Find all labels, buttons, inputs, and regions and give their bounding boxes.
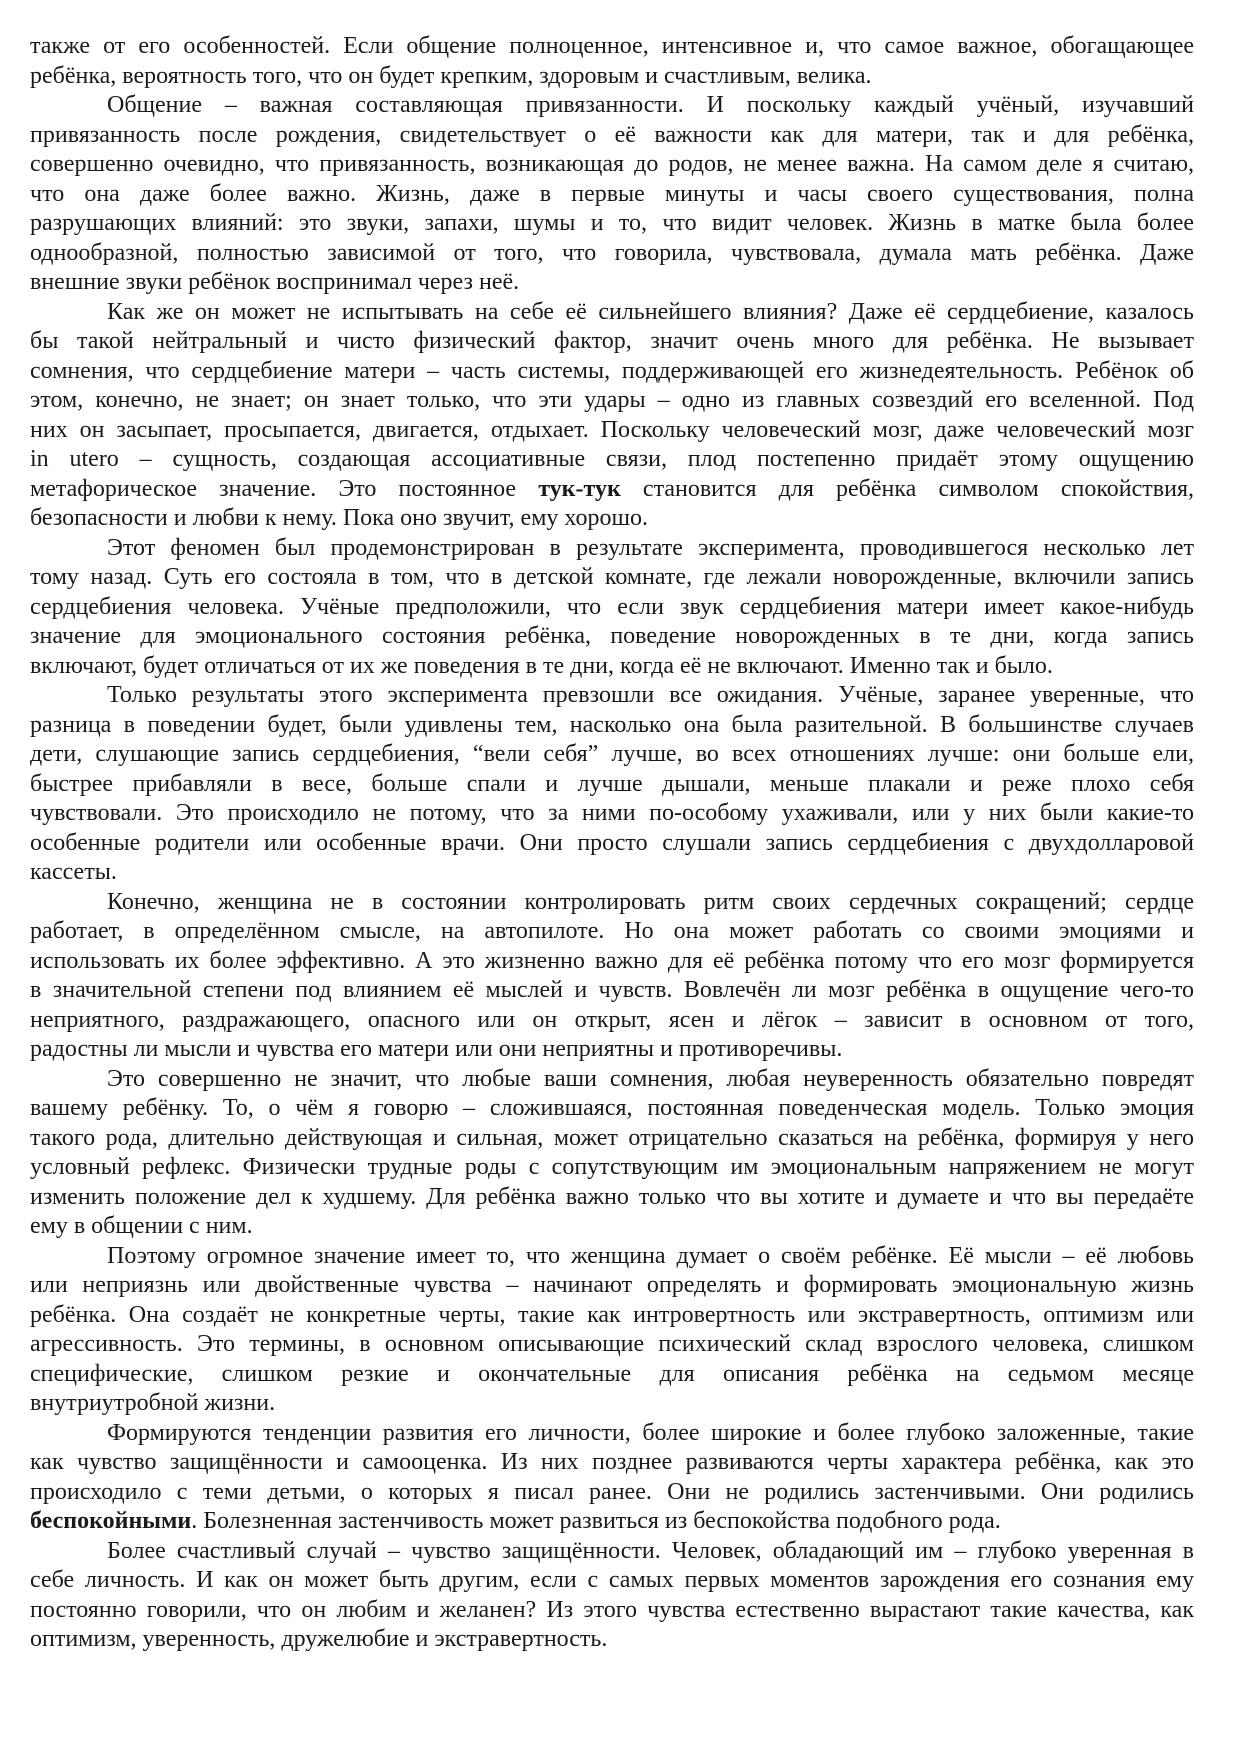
text-line: них он засыпает, просыпается, двигается, отдыхает. Поскольку человеческий мозг, даже человеческий мозг [30,416,1194,443]
text-line: кассеты. [30,859,117,885]
text-line: как чувство защищённости и самооценка. Из них позднее развиваются черты характера ребёнка, как это [30,1449,1194,1475]
text-line: радостны ли мысли и чувства его матери или они неприятны и противоречивы. [30,1036,843,1062]
text-line [30,1507,1194,1537]
text-line: себе личность. И как он может быть другим, если с самых первых моментов зарождения его сознания ему [30,1567,1194,1593]
text-line: бы такой нейтральный и чисто физический фактор, значит очень много для ребёнка. Не вызывает [30,328,1194,354]
text-line: также от его особенностей. Если общение полноценное, интенсивное и, что самое важное, обогащающее [30,33,1194,59]
text-line: Этот феномен был продемонстрирован в результате эксперимента, проводившегося несколько лет [107,534,1194,561]
text-line: специфические, слишком резкие и окончательные для описания ребёнка на седьмом месяце [30,1360,1194,1387]
text-line: Это совершенно не значит, что любые ваши сомнения, любая неуверенность обязательно повредят [107,1065,1194,1092]
bold-emphasis: тук-тук [538,475,621,502]
text-line: Поэтому огромное значение имеет то, что женщина думает о своём ребёнке. Её мысли – её любовь [107,1242,1194,1269]
text-line: оптимизм, уверенность, дружелюбие и экстравертность. [30,1626,608,1652]
text-line: ребёнка. Она создаёт не конкретные черты, такие как интровертность или экстравертность, оптимизм или [30,1301,1194,1328]
text-line: внешние звуки ребёнок воспринимал через неё. [30,269,520,295]
text-line: однообразной, полностью зависимой от того, что говорила, чувствовала, думала мать ребёнка. Даже [30,239,1194,266]
text-line: в значительной степени под влиянием её мыслей и чувств. Вовлечён ли мозг ребёнка в ощущение чего-то [30,977,1194,1003]
text-segment: становится для ребёнка символом спокойствия, [620,475,1194,502]
text-line: что она даже более важно. Жизнь, даже в первые минуты и часы своего существования, полна [30,180,1194,207]
text-line: изменить положение дел к худшему. Для ребёнка важно только что вы хотите и думаете и что вы передаёте [30,1183,1194,1210]
text-line: тому назад. Суть его состояла в том, что в детской комнате, где лежали новорожденные, включили запись [30,564,1194,590]
paragraph [30,1065,1194,1242]
text-line: in utero – сущность, создающая ассоциативные связи, плод постепенно придаёт этому ощущению [30,446,1194,472]
text-line: Формируются тенденции развития его личности, более широкие и более глубоко заложенные, такие [107,1419,1194,1446]
text-line: особенные родители или особенные врачи. Они просто слушали запись сердцебиения с двухдолларовой [30,829,1194,856]
text-line: внутриутробной жизни. [30,1390,276,1416]
paragraph [30,91,1194,298]
text-segment: метафорическое значение. Это постоянное [30,475,539,502]
text-line: ему в общении с ним. [30,1213,253,1239]
text-line: совершенно очевидно, что привязанность, возникающая до родов, не менее важна. На самом деле я считаю, [30,151,1194,177]
text-line: безопасности и любви к нему. Пока оно звучит, ему хорошо. [30,505,648,531]
paragraph [30,1537,1194,1655]
text-line [30,475,1194,505]
document-page [30,32,1194,1655]
text-line: условный рефлекс. Физически трудные роды с сопутствующим им эмоциональным напряжением не могут [30,1154,1194,1180]
text-line: агрессивность. Это термины, в основном описывающие психический склад взрослого человека, слишком [30,1331,1194,1357]
text-line: этом, конечно, не знает; он знает только, что эти удары – одно из главных созвездий его вселенной. Под [30,387,1194,413]
text-line: Общение – важная составляющая привязанности. И поскольку каждый учёный, изучавший [107,92,1194,118]
text-line: сомнения, что сердцебиение матери – часть системы, поддерживающей его жизнедеятельность. Ребёнок об [30,357,1194,384]
text-line: сердцебиения человека. Учёные предположили, что если звук сердцебиения матери имеет какое-нибудь [30,593,1194,620]
text-line: разница в поведении будет, были удивлены тем, насколько она была разительной. В большинстве случаев [30,711,1194,738]
text-line: Конечно, женщина не в состоянии контролировать ритм своих сердечных сокращений; сердце [107,888,1194,915]
text-line: значение для эмоционального состояния ребёнка, поведение новорожденных в те дни, когда запись [30,623,1194,649]
text-line: использовать их более эффективно. А это жизненно важно для её ребёнка потому что его мозг формируется [30,947,1194,974]
text-line: вашему ребёнку. То, о чём я говорю – сложившаяся, постоянная поведенческая модель. Только эмоция [30,1095,1194,1121]
text-line: или неприязнь или двойственные чувства – начинают определять и формировать эмоциональную жизнь [30,1272,1194,1298]
paragraph [30,534,1194,682]
bold-emphasis: беспокойными [30,1508,192,1534]
text-line: чувствовали. Это происходило не потому, что за ними по-особому ухаживали, или у них были какие-то [30,800,1194,826]
paragraph [30,1419,1194,1537]
text-line: работает, в определённом смысле, на автопилоте. Но она может работать со своими эмоциями и [30,918,1194,944]
paragraph [30,32,1194,91]
text-line: ребёнка, вероятность того, что он будет крепким, здоровым и счастливым, велика. [30,62,872,89]
text-line: постоянно говорили, что он любим и желанен? Из этого чувства естественно вырастают такие качества, как [30,1596,1194,1623]
text-line: неприятного, раздражающего, опасного или он открыт, ясен и лёгок – зависит в основном от того, [30,1006,1194,1033]
text-line: происходило с теми детьми, о которых я писал ранее. Они не родились застенчивыми. Они родились [30,1478,1194,1505]
text-line: Только результаты этого эксперимента превзошли все ожидания. Учёные, заранее уверенные, что [107,682,1194,708]
text-line: включают, будет отличаться от их же поведения в те дни, когда её не включают. Именно так и было. [30,652,1053,679]
text-line: разрушающих влияний: это звуки, запахи, шумы и то, что видит человек. Жизнь в матке была более [30,210,1194,236]
text-segment: . Болезненная застенчивость может развиться из беспокойства подобного рода. [191,1508,1001,1534]
paragraph [30,681,1194,888]
text-line: дети, слушающие запись сердцебиения, “вели себя” лучше, во всех отношениях лучше: они больше ели, [30,741,1194,767]
paragraph [30,298,1194,534]
text-line: Как же он может не испытывать на себе её сильнейшего влияния? Даже её сердцебиение, казалось [107,298,1194,325]
text-line: быстрее прибавляли в весе, больше спали и лучше дышали, меньше плакали и реже плохо себя [30,770,1194,797]
paragraph [30,888,1194,1065]
text-line: Более счастливый случай – чувство защищённости. Человек, обладающий им – глубоко уверенная в [107,1537,1194,1564]
paragraph [30,1242,1194,1419]
text-line: такого рода, длительно действующая и сильная, может отрицательно сказаться на ребёнка, формируя у него [30,1124,1194,1151]
text-line: привязанность после рождения, свидетельствует о её важности как для матери, так и для ребёнка, [30,121,1194,148]
